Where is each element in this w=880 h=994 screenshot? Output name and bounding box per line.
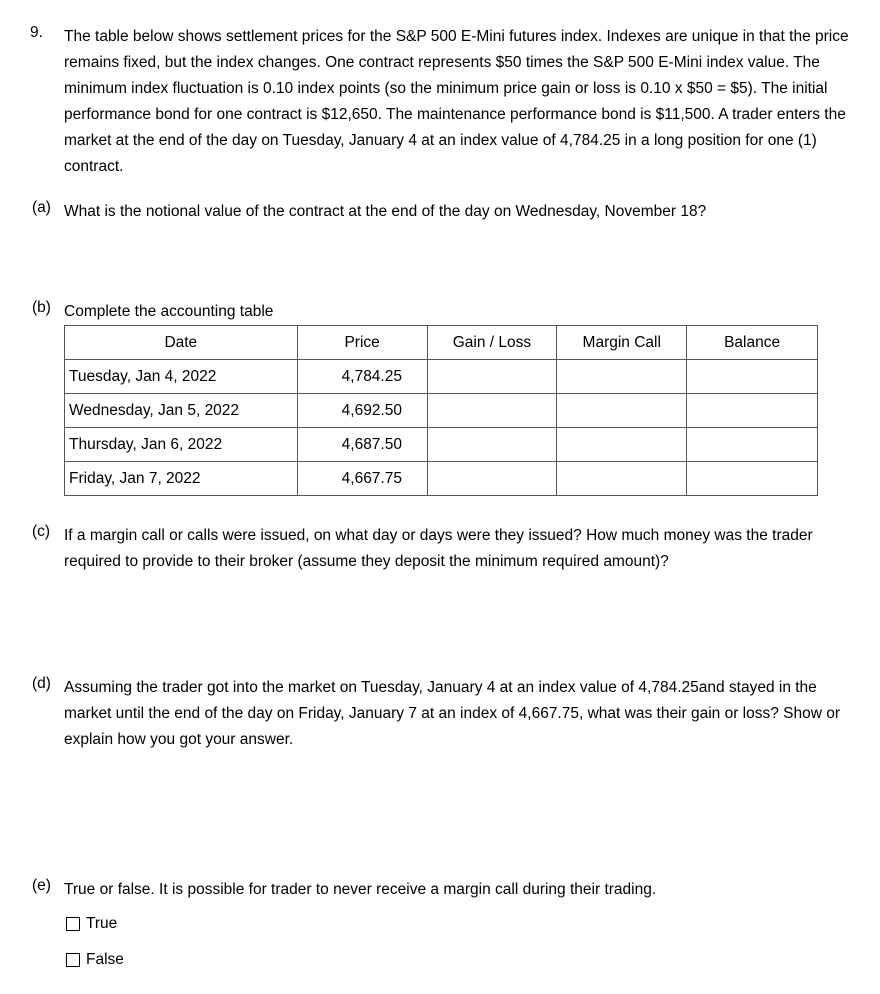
part-a-text: What is the notional value of the contract at the end of the day on Wednesday, November 18? — [64, 203, 707, 220]
header-gain-loss: Gain / Loss — [427, 326, 557, 360]
header-price: Price — [297, 326, 427, 360]
row-balance-cell[interactable] — [687, 360, 818, 394]
part-e-text: True or false. It is possible for trader to never receive a margin call during their trading. — [64, 881, 657, 898]
row-gain-loss-cell[interactable] — [427, 360, 557, 394]
true-checkbox[interactable] — [66, 917, 80, 931]
row-margin-call-cell[interactable] — [557, 428, 687, 462]
table-row — [65, 462, 818, 496]
false-checkbox[interactable] — [66, 953, 80, 967]
row-date: Tuesday, Jan 4, 2022 — [65, 360, 298, 394]
row-gain-loss-cell[interactable] — [427, 394, 557, 428]
table-header-row — [65, 326, 818, 360]
table-row — [65, 428, 818, 462]
part-c-label: (c) — [32, 523, 51, 540]
row-price: 4,784.25 — [297, 360, 427, 394]
row-margin-call-cell[interactable] — [557, 462, 687, 496]
row-margin-call-cell[interactable] — [557, 394, 687, 428]
row-margin-call-cell[interactable] — [557, 360, 687, 394]
row-gain-loss-cell[interactable] — [427, 462, 557, 496]
part-b-text: Complete the accounting table — [64, 303, 274, 320]
row-balance-cell[interactable] — [687, 394, 818, 428]
row-balance-cell[interactable] — [687, 462, 818, 496]
row-date: Thursday, Jan 6, 2022 — [65, 428, 298, 462]
row-gain-loss-cell[interactable] — [427, 428, 557, 462]
row-price: 4,687.50 — [297, 428, 427, 462]
table-row — [65, 360, 818, 394]
question-number: 9. — [30, 24, 43, 41]
row-date: Wednesday, Jan 5, 2022 — [65, 394, 298, 428]
row-price: 4,692.50 — [297, 394, 427, 428]
question-intro: The table below shows settlement prices for the S&P 500 E-Mini futures index. Indexes are unique in that the price remains fixed, but the index changes. One contract represents $50 times the S&P 500 E-Mini index value. The minimum index fluctuation is 0.10 index points (so the minimum price gain or loss is 0.10 x $50 = $5). The initial performance bond for one contract is $12,650. The maintenance performance bond is $11,500. A trader enters the market at the end of the day on Tuesday, January 4 at an index value of 4,784.25 in a long position for one (1) contract. — [64, 28, 849, 175]
header-balance: Balance — [687, 326, 818, 360]
part-e-label: (e) — [32, 877, 51, 894]
part-d-label: (d) — [32, 675, 51, 692]
header-margin-call: Margin Call — [557, 326, 687, 360]
header-date: Date — [65, 326, 298, 360]
false-option[interactable] — [66, 951, 124, 969]
row-price: 4,667.75 — [297, 462, 427, 496]
part-d-text: Assuming the trader got into the market on Tuesday, January 4 at an index value of 4,784.25and stayed in the market until the end of the day on Friday, January 7 at an index of 4,667.75, what was their gain or loss? Show or explain how you got your answer. — [64, 679, 841, 748]
true-label: True — [86, 915, 118, 932]
table-row — [65, 394, 818, 428]
false-label: False — [86, 951, 124, 968]
true-option[interactable] — [66, 915, 117, 933]
part-c-text: If a margin call or calls were issued, on what day or days were they issued? How much money was the trader required to provide to their broker (assume they deposit the minimum required amount)? — [64, 527, 813, 570]
part-a-label: (a) — [32, 199, 51, 216]
accounting-table — [64, 325, 818, 496]
part-b-label: (b) — [32, 299, 51, 316]
row-balance-cell[interactable] — [687, 428, 818, 462]
row-date: Friday, Jan 7, 2022 — [65, 462, 298, 496]
